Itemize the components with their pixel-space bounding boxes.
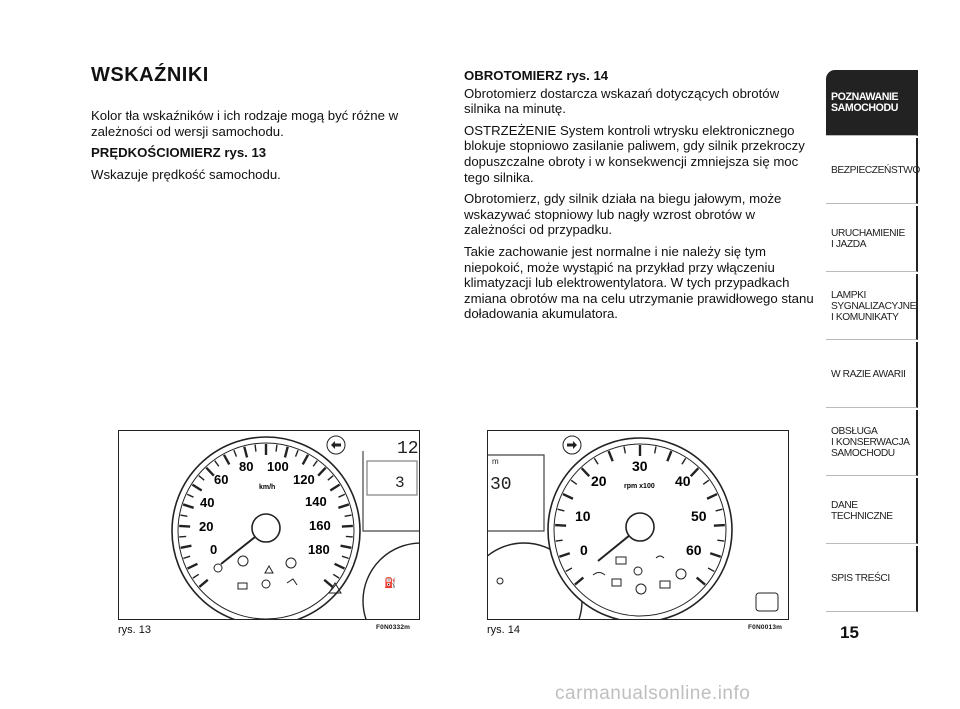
rpm-label-40: 40 [675, 473, 691, 489]
digital-display-mid: 3 [395, 474, 405, 492]
tachometer-paragraph-4: Takie zachowanie jest normalne i nie należy się tym niepokoić, może wystąpić na przykład przy włączeniu klimatyzacji lub elektrowentylatora. W tych przypadkach zmiana obrotów ma na celu utrzymanie prawidłowego stanu doładowania akumulatora. [464, 243, 814, 322]
watermark-text: carmanualsonline.info [555, 683, 751, 704]
rpm-label-60: 60 [686, 542, 702, 558]
dial-tick [179, 526, 190, 527]
rpm-label-0: 0 [580, 542, 588, 558]
right-column [464, 68, 816, 328]
speed-label-120: 120 [293, 472, 315, 487]
left-column [91, 108, 421, 188]
tachometer-hub [626, 513, 654, 541]
speed-label-180: 180 [308, 542, 330, 557]
speed-label-60: 60 [214, 472, 229, 487]
tab-w-razie-awarii[interactable]: W RAZIE AWARII [826, 342, 918, 408]
speedometer-figure [118, 430, 420, 620]
speed-label-100: 100 [267, 459, 289, 474]
section-heading: WSKAŹNIKI [91, 64, 209, 86]
intro-paragraph: Kolor tła wskaźników i ich rodzaje mogą być różne w zależności od wersji samochodu. [91, 108, 399, 139]
tacho-digital-label: m [492, 457, 499, 466]
tab-poznawanie-samochodu[interactable]: POZNAWANIE SAMOCHODU [826, 70, 918, 136]
dial-tick [276, 445, 277, 452]
fuel-gauge-partial: ⛽ [384, 578, 397, 589]
speed-label-80: 80 [239, 459, 254, 474]
dial-tick [717, 540, 724, 541]
speed-label-160: 160 [309, 518, 331, 533]
dial-tick [714, 525, 725, 526]
figure-14-code: F0N0013m [748, 624, 783, 631]
dial-tick [255, 445, 256, 452]
speed-label-40: 40 [200, 495, 215, 510]
speedometer-paragraph: Wskazuje prędkość samochodu. [91, 166, 281, 182]
page-number: 15 [840, 623, 859, 642]
figure-13-code: F0N0332m [376, 624, 411, 631]
tab-bezpieczenstwo[interactable]: BEZPIECZEŃSTWO [826, 138, 918, 204]
dial-tick [342, 526, 353, 527]
tachometer-paragraph-3: Obrotomierz, gdy silnik działa na biegu jałowym, może wskazywać stopniowy lub nagły wzrost obrotów w zależności od przypadku. [464, 191, 782, 238]
rpm-label-50: 50 [691, 508, 707, 524]
tab-obsluga-i-konserwacja[interactable]: OBSŁUGA I KONSERWACJA SAMOCHODU [826, 410, 918, 476]
speed-label-0: 0 [210, 542, 218, 557]
speedometer-illustration [119, 431, 419, 619]
tachometer-paragraph-1: Obrotomierz dostarcza wskazań dotyczących obrotów silnika na minutę. [464, 85, 780, 117]
figure-14-caption: rys. 14 [487, 624, 521, 636]
digital-display-top: 12 [397, 439, 419, 459]
dial-tick [555, 525, 566, 526]
speedometer-subheading: PRĘDKOŚCIOMIERZ rys. 13 [91, 145, 267, 161]
speedometer-hub [252, 514, 280, 542]
rpm-label-20: 20 [591, 473, 607, 489]
tab-uruchamienie-i-jazda[interactable]: URUCHAMIENIE I JAZDA [826, 206, 918, 272]
tachometer-warning-paragraph: OSTRZEŻENIE System kontroli wtrysku elektronicznego blokuje stopniowo zasilanie paliwem, gdy silnik przekroczy dopuszczalne obroty i w konsekwencji zmniejsza się moc tego silnika. [464, 122, 805, 185]
tachometer-illustration [488, 431, 788, 619]
speed-label-140: 140 [305, 494, 327, 509]
tab-lampki-sygnalizacyjne[interactable]: LAMPKI SYGNALIZACYJNE I KOMUNIKATY [826, 274, 918, 340]
figure-13-caption: rys. 13 [118, 624, 152, 636]
rpm-label-30: 30 [632, 458, 648, 474]
tacho-digital-value: 30 [490, 475, 512, 495]
tab-dane-techniczne[interactable]: DANE TECHNICZNE [826, 478, 918, 544]
rpm-label-10: 10 [575, 508, 591, 524]
speed-label-20: 20 [199, 519, 214, 534]
tab-spis-tresci[interactable]: SPIS TREŚCI [826, 546, 918, 612]
dial-tick [556, 540, 563, 541]
tachometer-subheading: OBROTOMIERZ rys. 14 [464, 68, 609, 83]
tachometer-figure [487, 430, 789, 620]
speed-unit: km/h [259, 484, 276, 491]
chapter-tabs [826, 70, 918, 614]
rpm-unit: rpm x100 [624, 483, 655, 490]
